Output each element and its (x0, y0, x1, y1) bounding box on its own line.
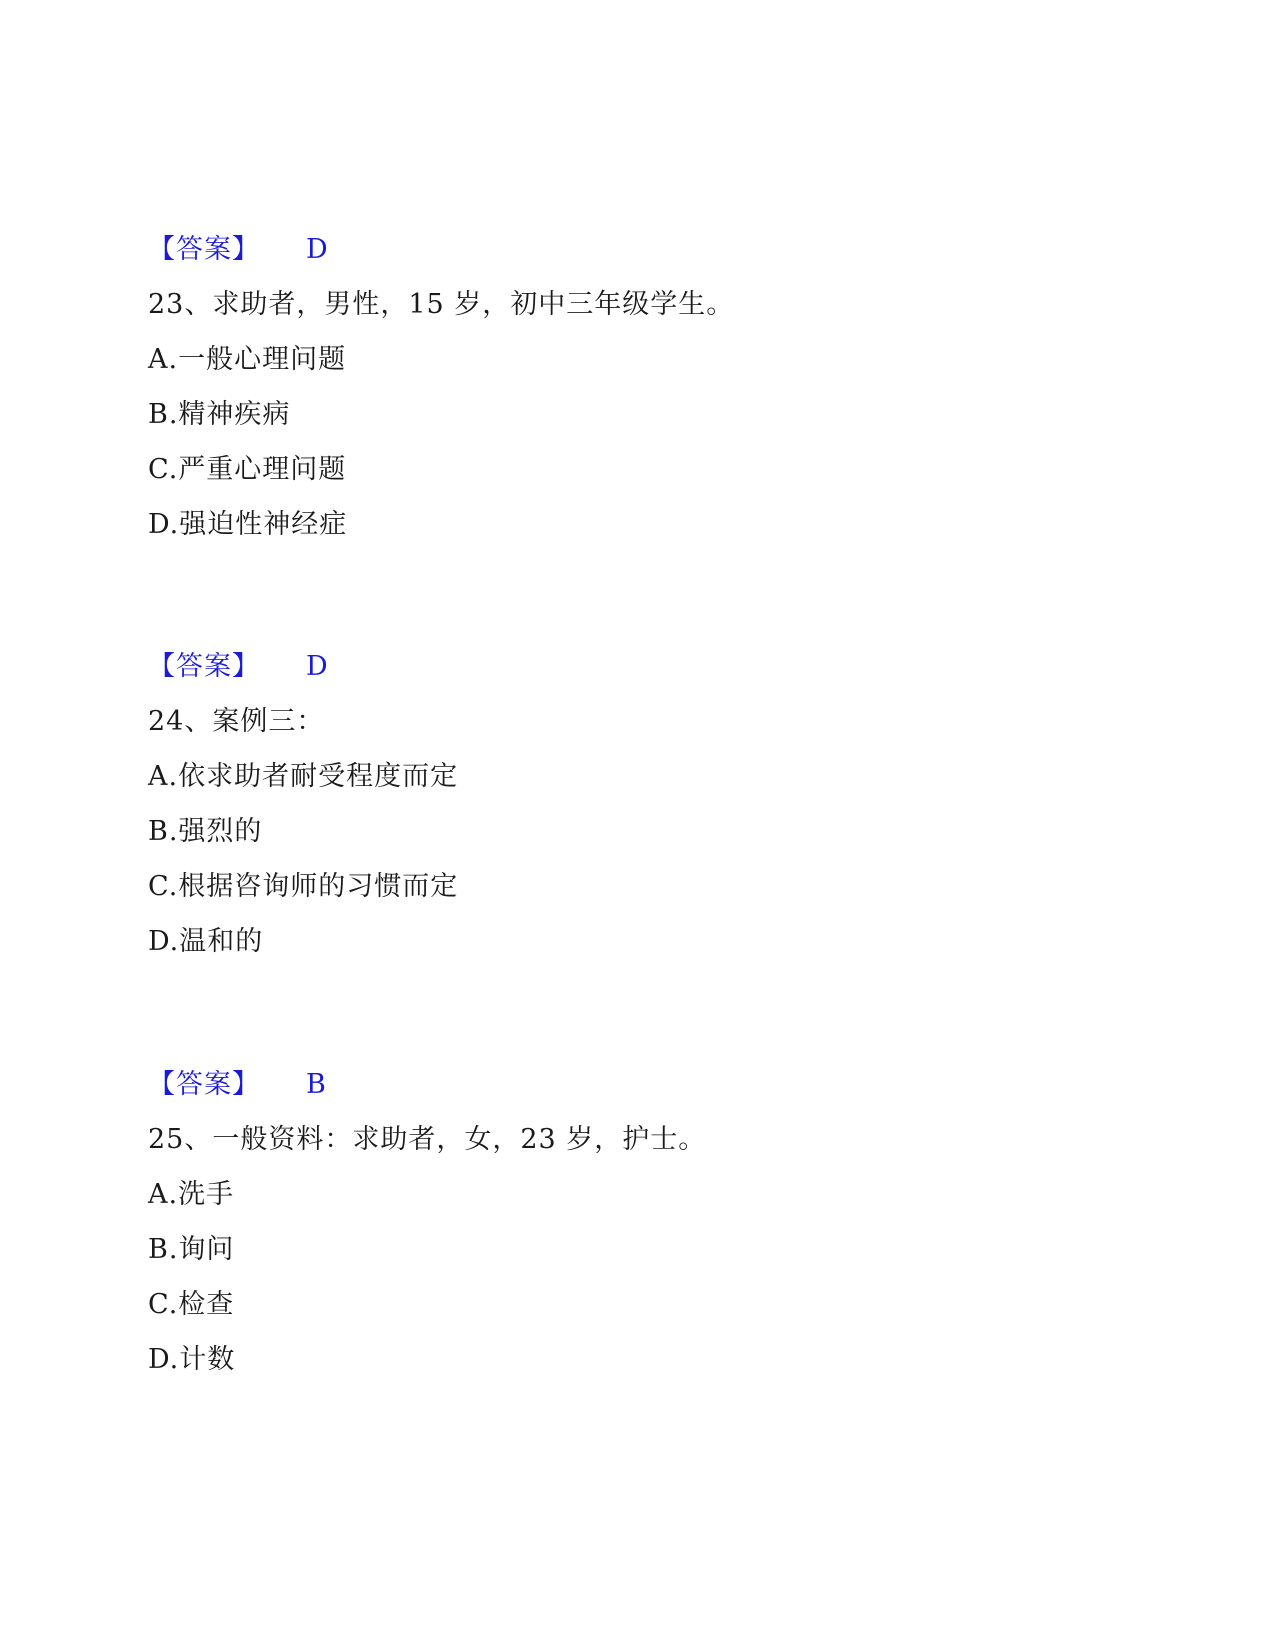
answer-value: B (306, 1069, 327, 1100)
option-c: C.根据咨询师的习惯而定 (148, 871, 459, 902)
answer-label: 【答案】 (148, 1069, 260, 1100)
option-a: A.依求助者耐受程度而定 (148, 761, 459, 792)
question-text: 25、一般资料：求助者，女，23 岁，护士。 (148, 1124, 707, 1155)
option-d: D.温和的 (148, 926, 264, 957)
option-d: D.强迫性神经症 (148, 509, 348, 540)
question-text: 24、案例三： (148, 706, 325, 737)
option-b: B.询问 (148, 1234, 235, 1265)
option-d: D.计数 (148, 1344, 236, 1375)
option-c: C.检查 (148, 1289, 235, 1320)
option-a: A.一般心理问题 (148, 344, 347, 375)
option-c: C.严重心理问题 (148, 454, 347, 485)
answer-line (148, 650, 329, 684)
answer-label: 【答案】 (148, 234, 260, 265)
answer-value: D (306, 651, 329, 682)
option-b: B.强烈的 (148, 816, 263, 847)
answer-value: D (306, 234, 329, 265)
answer-line (148, 1068, 327, 1102)
option-a: A.洗手 (148, 1179, 235, 1210)
answer-line (148, 233, 329, 267)
option-b: B.精神疾病 (148, 399, 291, 430)
question-text: 23、求助者，男性，15 岁，初中三年级学生。 (148, 289, 735, 320)
answer-label: 【答案】 (148, 651, 260, 682)
